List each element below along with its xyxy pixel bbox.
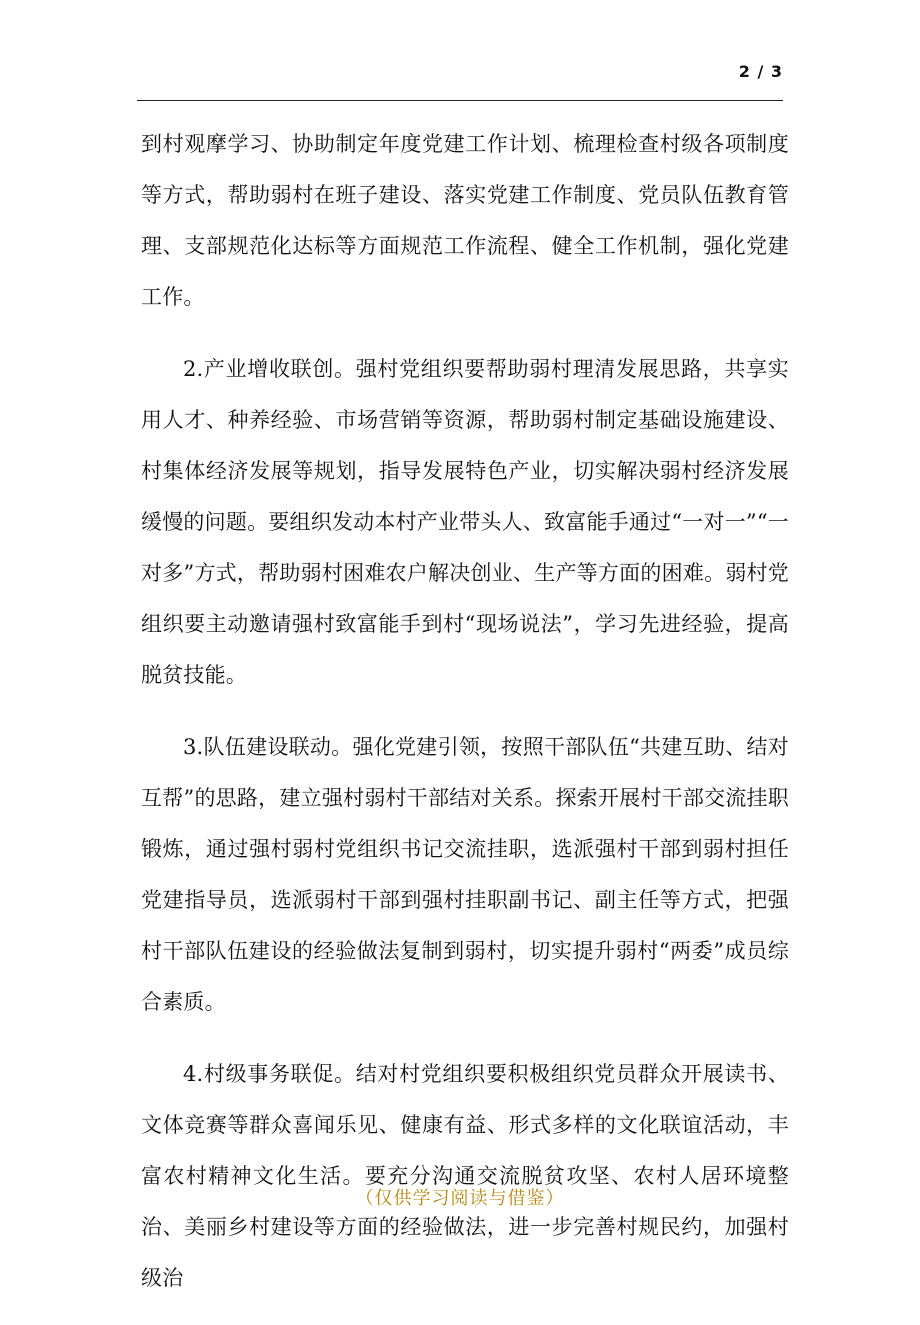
footer-disclaimer: （仅供学习阅读与借鉴） [355, 1188, 565, 1209]
paragraph-continuation: 到村观摩学习、协助制定年度党建工作计划、梳理检查村级各项制度等方式，帮助弱村在班子建设、落实党建工作制度、党员队伍教育管理、支部规范化达标等方面规范工作流程、健全工作机制，强化党建工作。 [141, 132, 789, 309]
header-divider [137, 100, 783, 101]
page-number: 2 / 3 [738, 62, 783, 81]
paragraph-team-building: 3.队伍建设联动。强化党建引领，按照干部队伍“共建互助、结对互帮”的思路，建立强村弱村干部结对关系。探索开展村干部交流挂职锻炼，通过强村弱村党组织书记交流挂职，选派强村干部到弱村担任党建指导员，选派弱村干部到强村挂职副书记、副主任等方式，把强村干部队伍建设的经验做法复制到弱村，切实提升弱村“两委”成员综合素质。 [141, 735, 789, 1014]
paragraph-industry-income: 2.产业增收联创。强村党组织要帮助弱村理清发展思路，共享实用人才、种养经验、市场营销等资源，帮助弱村制定基础设施建设、村集体经济发展等规划，指导发展特色产业，切实解决弱村经济发展缓慢的问题。要组织发动本村产业带头人、致富能手通过“一对一”“一对多”方式，帮助弱村困难农户解决创业、生产等方面的困难。弱村党组织要主动邀请强村致富能手到村“现场说法”，学习先进经验，提高脱贫技能。 [141, 357, 789, 687]
document-body [141, 119, 789, 1325]
paragraph-village-affairs: 4.村级事务联促。结对村党组织要积极组织党员群众开展读书、文体竞赛等群众喜闻乐见、健康有益、形式多样的文化联谊活动，丰富农村精神文化生活。要充分沟通交流脱贫攻坚、农村人居环境整治、美丽乡村建设等方面的经验做法，进一步完善村规民约，加强村级治 [141, 1062, 789, 1290]
